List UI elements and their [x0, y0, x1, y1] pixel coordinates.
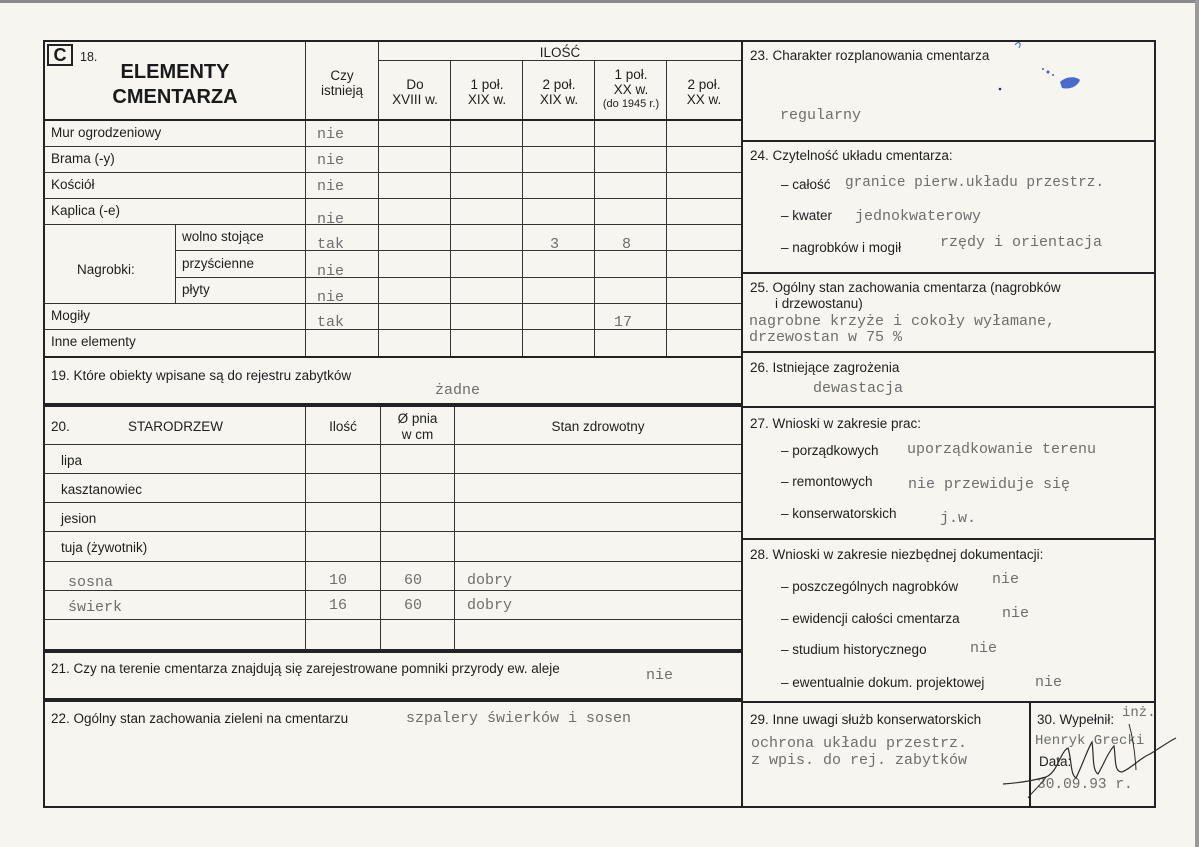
tree-diameter: 60 [404, 597, 423, 614]
grid-line [175, 224, 176, 303]
scan-edge [0, 0, 1199, 3]
section-25-value-2: drzewostan w 75 % [749, 329, 903, 346]
section-26-value: dewastacja [813, 380, 904, 397]
col-header: Do [406, 77, 424, 92]
grid-line [44, 502, 742, 503]
grid-line [175, 250, 742, 251]
grid-line [44, 619, 742, 620]
section-22-label: 22. Ogólny stan zachowania zieleni na cmentarzu [51, 711, 349, 726]
nagrobki-label: Nagrobki: [77, 262, 135, 277]
section-29-label: 29. Inne uwagi służb konserwatorskich [750, 712, 982, 727]
col-header: XVIII w. [392, 92, 438, 107]
tree-row-label: jesion [61, 511, 97, 526]
section-28-label: 28. Wnioski w zakresie niezbędnej dokumentacji: [750, 547, 1044, 562]
section-25-label-1: 25. Ogólny stan zachowania cmentarza (nagrobków [750, 280, 1061, 295]
col-stan-header: Stan zdrowotny [551, 419, 645, 434]
grid-line [44, 329, 742, 330]
grid-line [44, 146, 742, 147]
exists-value: tak [317, 314, 345, 331]
item-value: j.w. [940, 510, 977, 527]
row-label: Brama (-y) [51, 151, 115, 166]
section-22-value: szpalery świerków i sosen [406, 710, 632, 727]
row-label: przyścienne [182, 256, 255, 271]
tree-row-label: lipa [61, 453, 83, 468]
item-label: – ewidencji całości cmentarza [781, 611, 960, 626]
grid-line [44, 590, 742, 591]
section-30-date: 30.09.93 r. [1037, 777, 1133, 793]
col-header: 1 poł. [614, 67, 648, 82]
section-30-date-label: Data: [1039, 754, 1072, 769]
grid-line [378, 42, 379, 357]
section-30-name: Henryk Grecki [1035, 733, 1145, 749]
col-header: (do 1945 r.) [602, 98, 660, 110]
section-18-number: 18. [80, 50, 98, 64]
count-value: 8 [622, 236, 632, 253]
item-value: nie [992, 571, 1020, 588]
col-pnia-header-1: Ø pnia [397, 411, 438, 426]
item-label: – nagrobków i mogił [781, 240, 902, 255]
czy-istnieja-header-2: istnieją [320, 83, 364, 98]
grid-line [44, 473, 742, 474]
grid-line [44, 119, 742, 121]
item-value: nie [1002, 605, 1030, 622]
item-value: rzędy i orientacja [940, 234, 1103, 251]
section-29-value-2: z wpis. do rej. zabytków [751, 752, 968, 769]
item-label: – ewentualnie dokum. projektowej [781, 675, 985, 690]
exists-value: nie [317, 211, 345, 228]
section-20-title: STARODRZEW [128, 419, 223, 434]
grid-line [305, 42, 306, 357]
row-label: wolno stojące [182, 229, 264, 244]
col-ilosc-header: Ilość [329, 419, 357, 434]
section-30-label: 30. Wypełnił: [1037, 712, 1115, 727]
col-header: 2 poł. [542, 77, 576, 92]
grid-line [44, 561, 742, 562]
czy-istnieja-header-1: Czy [330, 68, 354, 83]
section-18-title-1: ELEMENTY [120, 61, 230, 83]
col-header: 2 poł. [687, 77, 721, 92]
row-label: Inne elementy [51, 334, 136, 349]
item-label: – konserwatorskich [781, 506, 897, 521]
grid-line [522, 61, 523, 357]
grid-line [175, 277, 742, 278]
col-header: XX w. [613, 82, 649, 97]
section-24-label: 24. Czytelność układu cmentarza: [750, 148, 953, 163]
item-label: – remontowych [781, 474, 873, 489]
grid-line [44, 303, 742, 304]
section-21-value: nie [646, 667, 674, 684]
exists-value: nie [317, 289, 345, 306]
grid-line [594, 61, 595, 357]
item-label: – studium historycznego [781, 642, 927, 657]
col-header: XX w. [686, 92, 722, 107]
tree-row-label: tuja (żywotnik) [61, 540, 148, 555]
section-23-label: 23. Charakter rozplanowania cmentarza [750, 48, 990, 63]
exists-value: tak [317, 236, 345, 253]
tree-diameter: 60 [404, 572, 423, 589]
count-value: 17 [614, 314, 633, 331]
scan-edge [1195, 0, 1199, 847]
section-25-value-1: nagrobne krzyże i cokoły wyłamane, [749, 313, 1056, 330]
ilosc-header: ILOŚĆ [539, 45, 581, 60]
exists-value: nie [317, 126, 345, 143]
section-21-label: 21. Czy na terenie cmentarza znajdują się zarejestrowane pomniki przyrody ew. aleje [51, 661, 560, 676]
grid-line [44, 224, 742, 225]
tree-row-label: kasztanowiec [61, 482, 143, 497]
grid-line [666, 61, 667, 357]
section-20-number: 20. [51, 419, 70, 434]
grid-line [378, 60, 742, 61]
section-19-value: żadne [435, 382, 481, 399]
item-value: uporządkowanie terenu [907, 441, 1097, 458]
section-29-value-1: ochrona układu przestrz. [751, 735, 968, 752]
section-30-title: inż. [1122, 705, 1156, 721]
tree-state: dobry [467, 572, 513, 589]
row-label: Kaplica (-e) [51, 203, 121, 218]
row-label: Mogiły [51, 308, 91, 323]
col-header: XIX w. [539, 92, 579, 107]
item-label: – poszczególnych nagrobków [781, 579, 959, 594]
grid-line [450, 61, 451, 357]
tree-row-label: sosna [68, 574, 114, 591]
item-value: nie [1035, 674, 1063, 691]
tree-row-label: świerk [68, 599, 123, 616]
exists-value: nie [317, 152, 345, 169]
tree-qty: 16 [329, 597, 348, 614]
grid-line [44, 444, 742, 445]
section-19-label: 19. Które obiekty wpisane są do rejestru zabytków [51, 368, 352, 383]
item-label: – porządkowych [781, 443, 879, 458]
item-value: nie przewiduje się [908, 476, 1071, 493]
section-letter: C [47, 44, 73, 66]
section-26-label: 26. Istniejące zagrożenia [750, 360, 900, 375]
row-label: płyty [182, 282, 210, 297]
grid-line [44, 198, 742, 199]
grid-line [44, 172, 742, 173]
section-25-label-2: i drzewostanu) [775, 296, 863, 311]
item-value: nie [970, 640, 998, 657]
section-23-value: regularny [780, 107, 862, 124]
item-value: jednokwaterowy [855, 208, 982, 225]
item-label: – kwater [781, 208, 833, 223]
col-header: XIX w. [467, 92, 507, 107]
count-value: 3 [550, 236, 560, 253]
col-header: 1 poł. [470, 77, 504, 92]
exists-value: nie [317, 263, 345, 280]
item-value: granice pierw.układu przestrz. [845, 175, 1105, 191]
exists-value: nie [317, 178, 345, 195]
tree-qty: 10 [329, 572, 348, 589]
section-27-label: 27. Wnioski w zakresie prac: [750, 416, 922, 431]
grid-line [44, 531, 742, 532]
row-label: Mur ogrodzeniowy [51, 125, 162, 140]
col-pnia-header-2: w cm [401, 427, 434, 442]
item-label: – całość [781, 177, 831, 192]
tree-state: dobry [467, 597, 513, 614]
row-label: Kościół [51, 177, 95, 192]
section-18-title-2: CMENTARZA [112, 86, 238, 108]
